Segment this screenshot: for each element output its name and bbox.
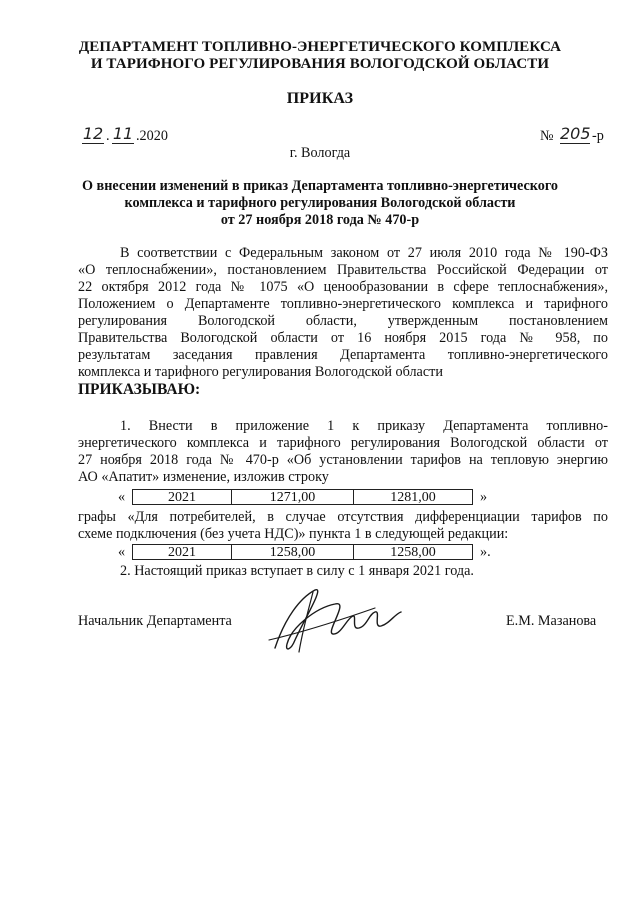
quote-close: ». bbox=[480, 544, 491, 560]
cell-year: 2021 bbox=[132, 544, 232, 560]
preamble-line3: 22 октября 2012 года № 1075 «О ценообразовании в сфере теплоснабжения», bbox=[78, 279, 608, 295]
cell-year: 2021 bbox=[132, 489, 232, 505]
date-year: .2020 bbox=[136, 128, 168, 144]
tariff-row-new bbox=[118, 544, 498, 562]
number-value: 205 bbox=[560, 124, 591, 143]
preamble-line6: Правительства Вологодской области от 16 ноября 2015 года № 958, по bbox=[78, 330, 608, 346]
handwritten-signature bbox=[255, 578, 415, 658]
title-line1: О внесении изменений в приказ Департамента топливно-энергетического bbox=[81, 178, 559, 194]
number-suffix: -р bbox=[592, 128, 604, 144]
department-name-line1: ДЕПАРТАМЕНТ ТОПЛИВНО-ЭНЕРГЕТИЧЕСКОГО КОМПЛЕКСА bbox=[78, 39, 562, 55]
preamble-line4: Положением о Департаменте топливно-энергетического комплекса и тарифного bbox=[78, 296, 608, 312]
item1-line3: 27 ноября 2018 года № 470-р «Об установлении тарифов на тепловую энергию bbox=[78, 452, 608, 468]
preamble-line2: «О теплоснабжении», постановлением Правительства Российской Федерации от bbox=[78, 262, 608, 278]
preamble-line5: регулирования Вологодской области, утвержденным постановлением bbox=[78, 313, 608, 329]
title-line2: комплекса и тарифного регулирования Вологодской области bbox=[124, 195, 516, 211]
date-month: 11 bbox=[112, 124, 134, 143]
cell-value2: 1258,00 bbox=[353, 544, 473, 560]
item2: 2. Настоящий приказ вступает в силу с 1 января 2021 года. bbox=[120, 563, 474, 579]
tariff-row-old bbox=[118, 489, 498, 507]
quote-close: » bbox=[480, 489, 488, 505]
item1-line1: 1. Внести в приложение 1 к приказу Департамента топливно- bbox=[120, 418, 608, 434]
item1-line2: энергетического комплекса и тарифного регулирования Вологодской области от bbox=[78, 435, 608, 451]
doc-date: 12 . 11 .2020 bbox=[82, 124, 168, 144]
item1-line5: графы «Для потребителей, в случае отсутствия дифференциации тарифов по bbox=[78, 509, 608, 525]
department-name-line2: И ТАРИФНОГО РЕГУЛИРОВАНИЯ ВОЛОГОДСКОЙ ОБЛАСТИ bbox=[90, 56, 550, 72]
item1-line6: схеме подключения (без учета НДС)» пункта 1 в следующей редакции: bbox=[78, 526, 509, 542]
signer-position: Начальник Департамента bbox=[78, 613, 232, 629]
number-prefix: № bbox=[540, 128, 554, 144]
order-word: ПРИКАЗЫВАЮ: bbox=[78, 381, 201, 398]
item1-line4: АО «Апатит» изменение, изложив строку bbox=[78, 469, 329, 485]
title-line3: от 27 ноября 2018 года № 470-р bbox=[220, 212, 420, 228]
signer-name: Е.М. Мазанова bbox=[506, 613, 597, 629]
cell-value2: 1281,00 bbox=[353, 489, 473, 505]
preamble-line1: В соответствии с Федеральным законом от 27 июля 2010 года № 190-ФЗ bbox=[120, 245, 608, 261]
city: г. Вологда bbox=[289, 145, 351, 161]
date-day: 12 bbox=[82, 124, 104, 143]
preamble-line7: результатам заседания правления Департамента топливно-энергетического bbox=[78, 347, 608, 363]
doc-number bbox=[540, 124, 620, 146]
quote-open: « bbox=[118, 544, 126, 560]
doc-type: ПРИКАЗ bbox=[286, 90, 354, 107]
preamble-line8: комплекса и тарифного регулирования Вологодской области bbox=[78, 364, 443, 380]
cell-value1: 1258,00 bbox=[231, 544, 354, 560]
quote-open: « bbox=[118, 489, 126, 505]
cell-value1: 1271,00 bbox=[231, 489, 354, 505]
